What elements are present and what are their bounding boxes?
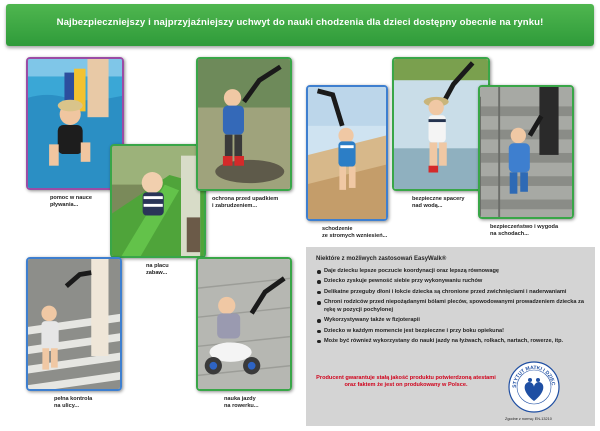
benefit-text: Może być również wykorzystany do nauki jazdy na łyżwach, rolkach, nartach, rowerze, itp. (324, 337, 564, 344)
caption-line: ochrona przed upadkiem (212, 196, 279, 202)
photo-playground (110, 144, 206, 258)
caption-line: zabaw... (146, 269, 168, 276)
list-item (316, 338, 586, 345)
bullet-icon (317, 319, 321, 323)
benefits-list (316, 268, 586, 348)
bullet-icon (317, 280, 321, 284)
benefit-text: Daje dziecku lepsze poczucie koordynacji oraz lepszą równowagę (324, 268, 500, 274)
bullet-icon (317, 301, 321, 305)
bullet-icon (317, 330, 321, 334)
bullet-icon (317, 270, 321, 274)
benefit-text: Chroni rodziców przed niepożądanymi bólami pleców, spowodowanymi prowadzeniem dziecka za rękę w pozycji pochylonej (324, 299, 584, 313)
caption-line: nauka jazdy (224, 396, 256, 402)
list-item (316, 278, 586, 285)
photo-fall-protection (196, 57, 292, 191)
caption-line: na ulicy... (54, 402, 80, 409)
caption-fall-protection (212, 196, 278, 210)
benefit-text: Delikatne przeguby dłoni i łokcie dziecka są chronione przed zwichnięciami i naderwaniami (324, 288, 567, 295)
photo-bike (196, 257, 292, 391)
photo-water-walks (392, 57, 490, 191)
caption-line: na schodach... (490, 230, 529, 237)
institute-badge-icon (508, 361, 560, 413)
benefit-text: Dziecko w każdym momencie jest bezpieczne i przy boku opiekuna! (324, 327, 504, 334)
caption-line: i zabrudzeniem... (212, 202, 258, 209)
caption-line: bezpieczne spacery (412, 196, 465, 202)
photo-slopes (306, 85, 388, 221)
caption-water-walks (412, 196, 465, 210)
caption-playground (146, 263, 169, 277)
caption-bike (224, 396, 259, 410)
caption-stairs (490, 224, 558, 238)
caption-line: na placu (146, 263, 169, 269)
caption-swimming (50, 195, 92, 209)
caption-street (54, 396, 92, 410)
list-item (316, 328, 586, 335)
benefit-text: Wykorzystywany także w fizjoterapii (324, 317, 420, 324)
list-item (316, 299, 586, 314)
photo-stairs (478, 85, 574, 219)
list-item (316, 268, 586, 275)
caption-slopes (322, 226, 387, 240)
info-heading: Niektóre z możliwych zastosowań EasyWalk® (316, 256, 447, 262)
list-item (316, 317, 586, 324)
norm-text: Zgodne z normą: EN-13210 (505, 417, 552, 421)
caption-line: pomoc w nauce (50, 195, 92, 201)
benefit-text: Dziecko zyskuje pewność siebie przy wykonywaniu ruchów (324, 278, 483, 285)
photo-street (26, 257, 122, 391)
caption-line: bezpieczeństwo i wygoda (490, 224, 559, 230)
badge-label: STYTUT MATKI I DZIEC (511, 364, 556, 388)
header-banner (6, 4, 594, 46)
caption-line: ze stromych wzniesień... (322, 232, 388, 239)
banner-title: Najbezpieczniejszy i najprzyjaźniejszy uchwyt do nauki chodzenia dla dzieci dostępny obecnie na rynku! (56, 17, 544, 28)
bullet-icon (317, 291, 321, 295)
caption-line: na rowerku... (224, 402, 259, 409)
guarantee-text: Producent gwarantuje stałą jakość produktu potwierdzoną atestami oraz faktem że jest on produkowany w Polsce. (316, 375, 496, 389)
caption-line: pełna kontrola (54, 396, 93, 402)
caption-line: schodzenie (322, 226, 353, 232)
bullet-icon (317, 340, 321, 344)
caption-line: pływania... (50, 201, 79, 208)
caption-line: nad wodą... (412, 202, 443, 209)
list-item (316, 289, 586, 296)
